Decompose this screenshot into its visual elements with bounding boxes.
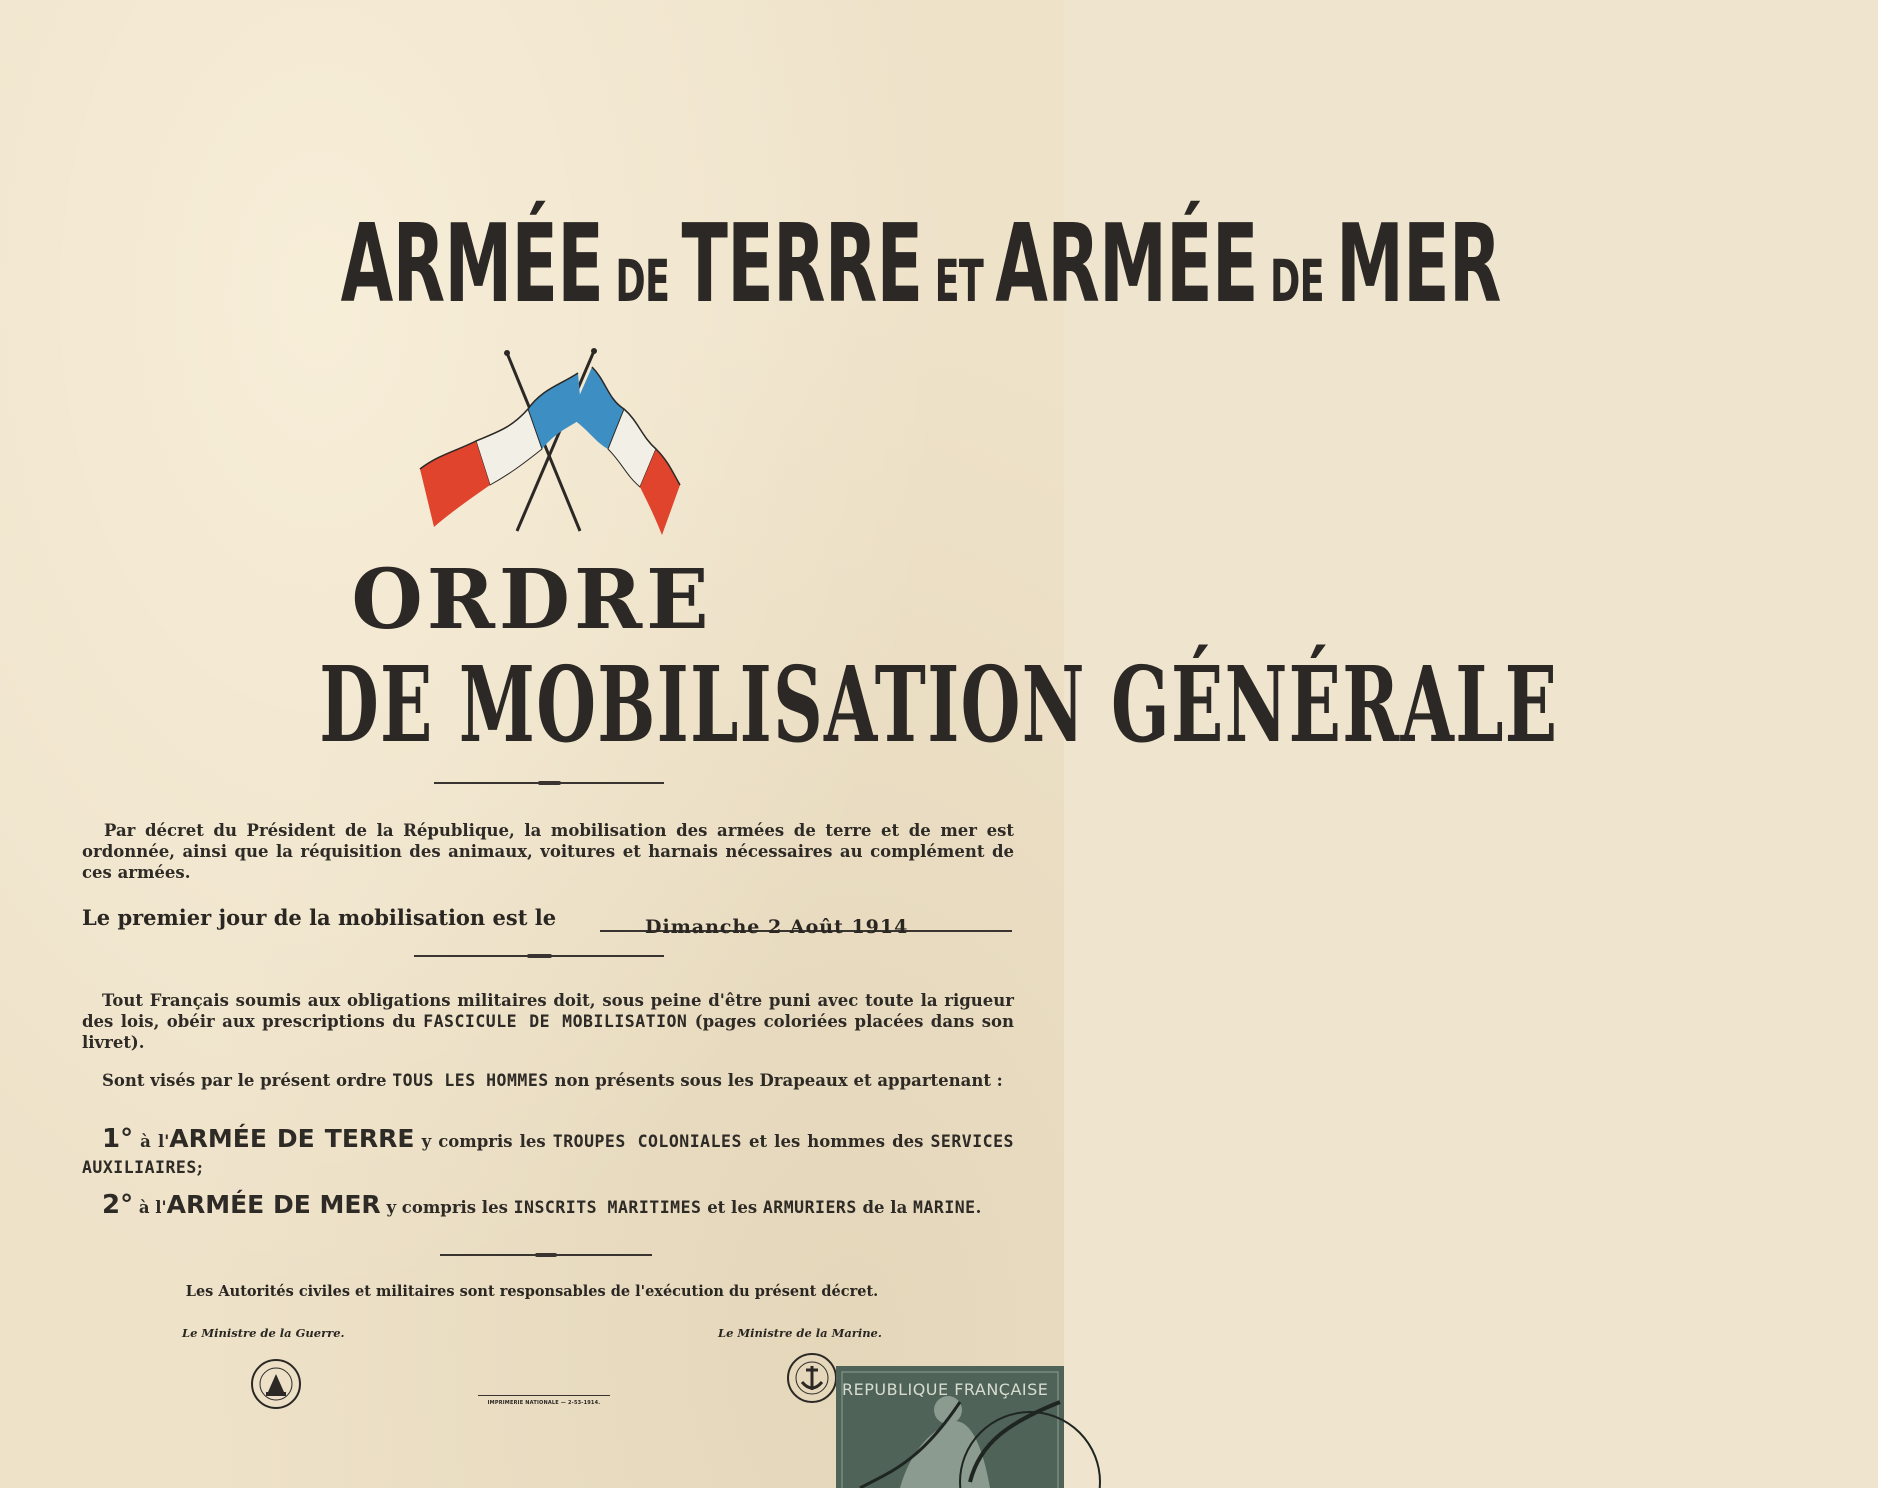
obligation-text: Tout Français soumis aux obligations militaires doit, sous peine d'être puni avec toute la rigueur des lois, obéir aux prescriptions du: [82, 991, 1014, 1031]
printer-line: IMPRIMERIE NATIONALE — 2-53-1914.: [478, 1395, 610, 1406]
concerned-text: Sont visés par le présent ordre: [102, 1071, 387, 1090]
crossed-flags-icon: [410, 345, 690, 545]
divider: [414, 955, 664, 957]
divider: [440, 1254, 652, 1256]
heading-mobilisation-text: DE MOBILISATION GÉNÉRALE: [319, 643, 1559, 766]
item-2-number: 2°: [102, 1190, 134, 1220]
stamp-text: REPUBLIQUE FRANÇAISE: [842, 1380, 1049, 1399]
signature-right: Le Ministre de la Marine.: [718, 1326, 882, 1340]
title-word: ARMÉE: [995, 202, 1258, 327]
title-word: DE: [1269, 247, 1325, 315]
item-1-armee: ARMÉE DE TERRE: [169, 1124, 415, 1153]
item-2-text-b: y compris les: [386, 1198, 508, 1217]
concerned-caps: TOUS LES HOMMES: [392, 1071, 549, 1090]
item-1: [82, 1126, 1014, 1181]
item-2-text-e: .: [975, 1198, 982, 1217]
item-2-caps-1: INSCRITS MARITIMES: [513, 1198, 702, 1217]
first-day-value: Dimanche 2 Août 1914: [645, 916, 909, 938]
title-word: ARMÉE: [340, 202, 604, 327]
item-2-caps-3: MARINE: [913, 1198, 976, 1217]
first-day-field: [600, 918, 1012, 942]
item-1-text-c: et les hommes des: [748, 1132, 924, 1151]
item-1-text-d: ;: [196, 1158, 203, 1177]
flag-right: [570, 367, 680, 535]
item-2: [82, 1192, 1014, 1221]
heading-mobilisation: [0, 643, 1559, 766]
divider: [434, 782, 664, 784]
obligation-text-2: (pages coloriées placées dans son livret).: [82, 1012, 1015, 1052]
poster-title: [0, 202, 1501, 341]
item-2-armee: ARMÉE DE MER: [166, 1190, 381, 1219]
item-1-text: à l': [140, 1132, 170, 1151]
flag-left: [420, 373, 582, 527]
item-1-text-b: y compris les: [421, 1132, 546, 1151]
item-2-text: à l': [138, 1198, 167, 1217]
signature-left: Le Ministre de la Guerre.: [182, 1326, 345, 1340]
first-day-label: Le premier jour de la mobilisation est le: [82, 905, 557, 930]
heading-ordre: ORDRE: [351, 552, 713, 648]
item-2-caps-2: ARMURIERS: [762, 1198, 857, 1217]
title-word: DE: [615, 247, 670, 315]
concerned-paragraph: [82, 1070, 1014, 1091]
item-1-caps-1: TROUPES COLONIALES: [552, 1132, 742, 1151]
item-1-caps-2: SERVICES AUXILIAIRES: [82, 1132, 1014, 1177]
obligation-paragraph: [82, 990, 1014, 1053]
obligation-caps: FASCICULE DE MOBILISATION: [423, 1012, 688, 1031]
item-1-number: 1°: [102, 1124, 134, 1154]
war-ministry-seal-icon: [250, 1358, 302, 1410]
title-word: TERRE: [681, 202, 923, 327]
title-word: MER: [1336, 202, 1501, 327]
authorities-line: Les Autorités civiles et militaires sont responsables de l'exécution du présent décret.: [185, 1283, 879, 1300]
title-word: ET: [934, 247, 984, 315]
item-2-text-d: de la: [862, 1198, 908, 1217]
decree-paragraph: Par décret du Président de la République, la mobilisation des armées de terre et de mer est ordonnée, ainsi que la réquisition des animaux, voitures et harnais nécessaires au complément de ces armées.: [82, 821, 1014, 882]
item-2-text-c: et les: [707, 1198, 758, 1217]
concerned-text-2: non présents sous les Drapeaux et appartenant :: [554, 1071, 1003, 1090]
